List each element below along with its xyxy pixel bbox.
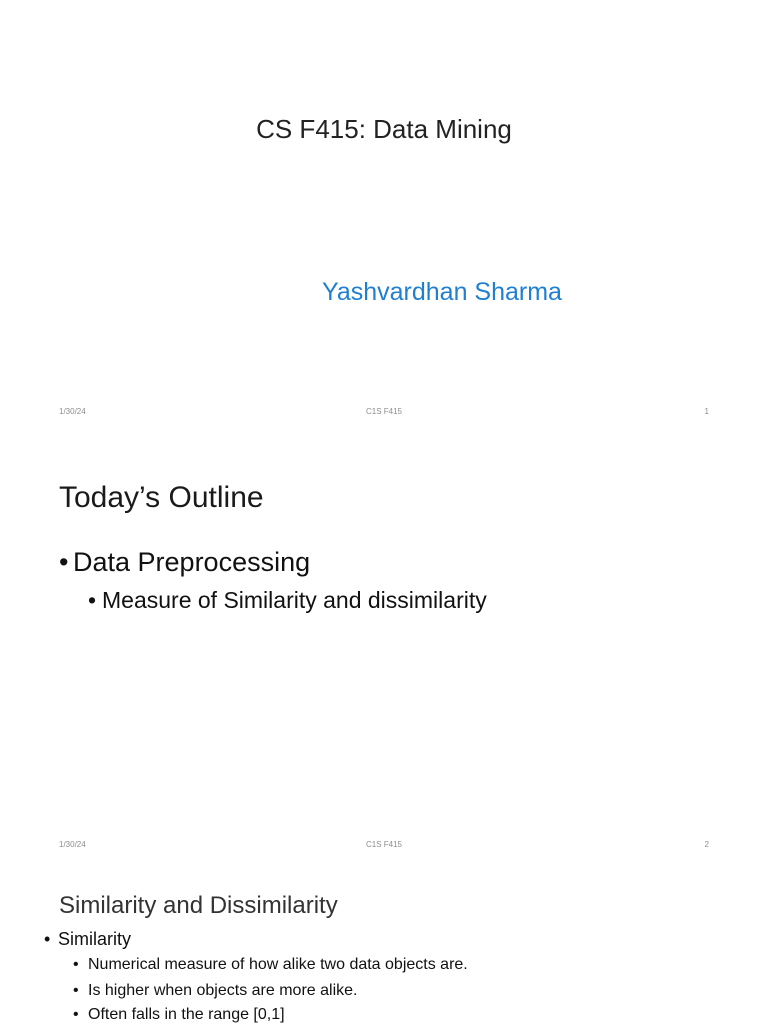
sub-bullet-item bbox=[73, 982, 357, 1000]
slide-1 bbox=[0, 0, 768, 433]
bullet-glyph: • bbox=[73, 956, 79, 973]
slide-heading: Today’s Outline bbox=[59, 481, 264, 514]
slide-2 bbox=[0, 433, 768, 866]
bullet-glyph: • bbox=[59, 547, 69, 577]
bullet-item bbox=[59, 547, 310, 578]
footer-course: C1S F415 bbox=[365, 407, 403, 416]
slide-3 bbox=[0, 866, 768, 1024]
author-name: Yashvardhan Sharma bbox=[322, 278, 562, 306]
footer-date: 1/30/24 bbox=[59, 407, 86, 416]
bullet-glyph: • bbox=[44, 929, 51, 949]
slide-footer bbox=[59, 840, 709, 852]
bullet-item bbox=[44, 929, 131, 950]
sub-bullet-text: Measure of Similarity and dissimilarity bbox=[102, 587, 487, 613]
footer-page-number: 2 bbox=[704, 840, 709, 849]
bullet-text: Data Preprocessing bbox=[73, 547, 311, 577]
sub-bullet-item bbox=[73, 956, 468, 974]
sub-bullet-text: Often falls in the range [0,1] bbox=[88, 1006, 285, 1023]
sub-bullet-item bbox=[88, 587, 487, 614]
sub-bullet-text: Numerical measure of how alike two data objects are. bbox=[88, 956, 468, 973]
bullet-glyph: • bbox=[73, 982, 79, 999]
slide-heading: Similarity and Dissimilarity bbox=[59, 892, 338, 919]
sub-bullet-item bbox=[73, 1006, 285, 1024]
bullet-glyph: • bbox=[88, 587, 97, 613]
slide-title: CS F415: Data Mining bbox=[256, 114, 512, 144]
sub-bullet-text: Is higher when objects are more alike. bbox=[88, 982, 358, 999]
footer-date: 1/30/24 bbox=[59, 840, 86, 849]
bullet-text: Similarity bbox=[58, 929, 132, 949]
footer-page-number: 1 bbox=[704, 407, 709, 416]
slide-footer bbox=[59, 407, 709, 419]
bullet-glyph: • bbox=[73, 1006, 79, 1023]
footer-course: C1S F415 bbox=[365, 840, 403, 849]
